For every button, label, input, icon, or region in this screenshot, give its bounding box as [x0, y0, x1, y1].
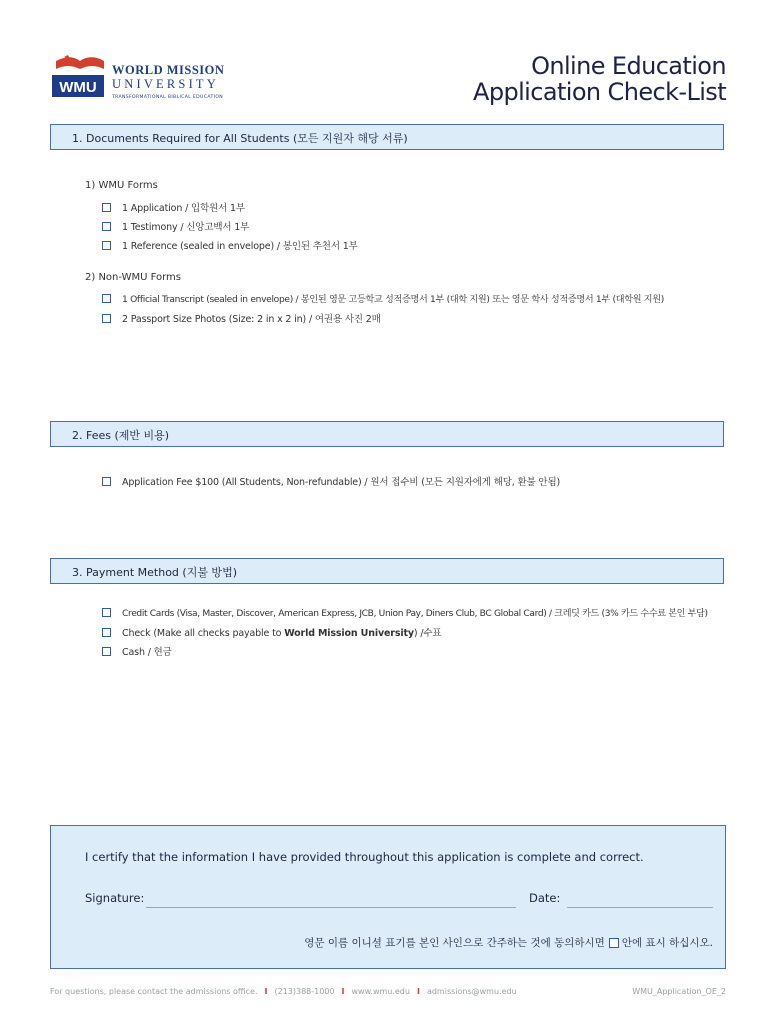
footer-contact-text: For questions, please contact the admissions office.: [50, 987, 258, 996]
checkbox[interactable]: [102, 477, 111, 486]
checkbox[interactable]: [102, 647, 111, 656]
checklist-item-label: 1 Official Transcript (sealed in envelope) / 봉인된 영문 고등학교 성적증명서 1부 (대학 지원) 또는 영문 학사 성적증명서 1부 (대학원 지원): [122, 295, 664, 305]
checklist-item-application[interactable]: [102, 200, 245, 214]
logo-tagline: TRANSFORMATIONAL BIBLICAL EDUCATION: [112, 95, 224, 100]
checkbox[interactable]: [102, 294, 111, 303]
signature-field[interactable]: [146, 907, 516, 908]
checkbox[interactable]: [102, 222, 111, 231]
title-line1: Online Education: [531, 52, 726, 80]
checklist-item-check[interactable]: [102, 625, 441, 639]
checklist-item-credit-cards[interactable]: [102, 606, 708, 619]
date-field[interactable]: [567, 907, 713, 908]
checklist-item-label: Cash / 현금: [122, 647, 172, 658]
section-title: 2. Fees (제반 비용): [72, 429, 170, 442]
group-label-non-wmu-forms: 2) Non-WMU Forms: [85, 272, 181, 283]
checklist-item-label: 1 Testimony / 신앙고백서 1부: [122, 222, 250, 233]
logo-mark-text: WMU: [59, 79, 97, 96]
checklist-item-photos[interactable]: [102, 311, 381, 325]
checklist-item-transcript[interactable]: [102, 292, 664, 305]
document-code: WMU_Application_OE_2: [632, 987, 726, 996]
consent-checkbox[interactable]: [609, 938, 619, 948]
consent-text-before: 영문 이름 이니셜 표기를 본인 사인으로 간주하는 것에 동의하시면: [304, 937, 605, 949]
certification-statement: I certify that the information I have provided throughout this application is complete and correct.: [85, 850, 644, 864]
footer-phone: (213)388-1000: [274, 987, 335, 996]
checklist-item-testimony[interactable]: [102, 219, 249, 233]
document-title: [473, 53, 726, 105]
check-label-prefix: Check (Make all checks payable to: [122, 628, 285, 639]
checklist-item-label: Application Fee $100 (All Students, Non-refundable) / 원서 접수비 (모든 지원자에게 해당, 환불 안됨): [122, 477, 561, 488]
checkbox[interactable]: [102, 628, 111, 637]
title-line2: Application Check-List: [473, 78, 726, 106]
checklist-item-label: 1 Reference (sealed in envelope) / 봉인된 추천서 1부: [122, 241, 358, 252]
footer-email[interactable]: admissions@wmu.edu: [426, 987, 517, 996]
checklist-item-application-fee[interactable]: [102, 474, 560, 488]
checklist-item-label: 2 Passport Size Photos (Size: 2 in x 2 in) / 여권용 사진 2매: [122, 314, 381, 325]
checklist-item-cash[interactable]: [102, 644, 172, 658]
wmu-logo-icon: [50, 55, 106, 103]
checklist-item-label: [122, 625, 441, 639]
checklist-item-label: Credit Cards (Visa, Master, Discover, American Express, JCB, Union Pay, Diners Club, BC Global Card) / 크레딧 카드 (3% 카드 수수료 본인 부담): [122, 609, 708, 619]
signature-label: Signature:: [85, 891, 145, 905]
checkbox[interactable]: [102, 203, 111, 212]
logo-name-line2: UNIVERSITY: [112, 77, 219, 91]
checkbox[interactable]: [102, 314, 111, 323]
payee-name: World Mission University: [284, 628, 414, 639]
checklist-item-label: 1 Application / 입학원서 1부: [122, 203, 245, 214]
checkbox[interactable]: [102, 241, 111, 250]
date-label: Date:: [529, 891, 561, 905]
certification-box: [50, 825, 726, 969]
checklist-item-reference[interactable]: [102, 238, 358, 252]
consent-text-after: 안에 표시 하십시오.: [621, 937, 713, 949]
section-title: 1. Documents Required for All Students (모든 지원자 해당 서류): [72, 132, 408, 145]
section-header-documents: [50, 124, 724, 150]
section-header-payment: [50, 558, 724, 584]
section-title: 3. Payment Method (지불 방법): [72, 566, 237, 579]
footer-website[interactable]: www.wmu.edu: [351, 987, 410, 996]
wmu-logo: [50, 55, 240, 107]
footer-separator: I: [264, 987, 268, 996]
footer-contact: [50, 987, 517, 996]
logo-name-line1: WORLD MISSION: [112, 63, 225, 77]
initials-consent: [304, 935, 713, 950]
footer-separator: I: [416, 987, 420, 996]
section-header-fees: [50, 421, 724, 447]
group-label-wmu-forms: 1) WMU Forms: [85, 180, 158, 191]
checkbox[interactable]: [102, 608, 111, 617]
footer-separator: I: [341, 987, 345, 996]
check-label-suffix: ) /수표: [413, 628, 442, 639]
